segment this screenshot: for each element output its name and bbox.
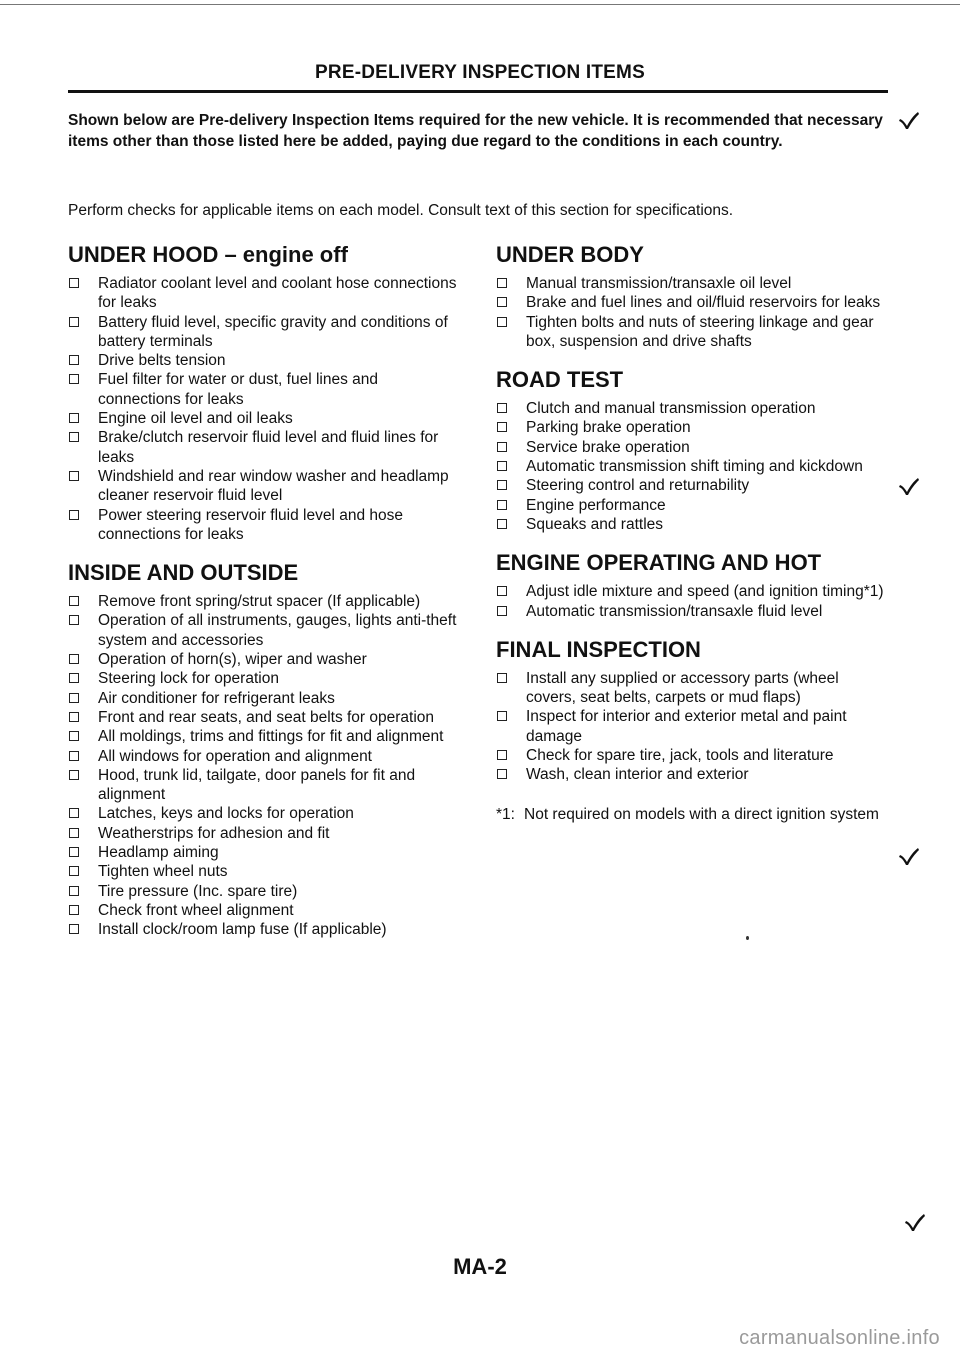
empty-checkbox-icon xyxy=(497,500,507,510)
page-number: MA-2 xyxy=(453,1254,507,1279)
checklist-item xyxy=(496,418,886,437)
footnote-mark: *1: xyxy=(496,805,515,823)
footnote xyxy=(496,805,886,824)
checklist-item xyxy=(496,669,886,708)
checklist-item-text: All moldings, trims and fittings for fit and alignment xyxy=(98,728,444,746)
empty-checkbox-icon xyxy=(69,924,79,934)
checklist-item-text: Manual transmission/transaxle oil level xyxy=(526,275,792,292)
checklist xyxy=(496,582,886,621)
empty-checkbox-icon xyxy=(69,413,79,423)
checklist-item-text: Weatherstrips for adhesion and fit xyxy=(98,824,330,842)
checklist-item-text: Parking brake operation xyxy=(526,419,691,437)
empty-checkbox-icon xyxy=(69,432,79,442)
checklist-item-text: All windows for operation and alignment xyxy=(98,747,372,765)
empty-checkbox-icon xyxy=(69,866,79,876)
empty-checkbox-icon xyxy=(497,297,507,307)
empty-checkbox-icon xyxy=(69,751,79,761)
checklist-item xyxy=(496,707,886,746)
checklist-item-text: Operation of horn(s), wiper and washer xyxy=(98,651,367,669)
empty-checkbox-icon xyxy=(69,712,79,722)
empty-checkbox-icon xyxy=(69,596,79,606)
checklist-item xyxy=(68,766,458,805)
checklist-item-text: Engine oil level and oil leaks xyxy=(98,410,293,428)
empty-checkbox-icon xyxy=(69,615,79,625)
title-underline xyxy=(68,90,888,93)
empty-checkbox-icon xyxy=(69,471,79,481)
checklist-section xyxy=(68,240,458,544)
empty-checkbox-icon xyxy=(69,847,79,857)
section-heading: ENGINE OPERATING AND HOT xyxy=(496,550,822,576)
checklist-item xyxy=(496,399,886,418)
top-page-rule xyxy=(0,4,960,5)
checklist-item-text: Drive belts tension xyxy=(98,352,226,370)
checklist xyxy=(496,274,886,351)
checklist-item-text: Clutch and manual transmission operation xyxy=(526,400,816,418)
checklist-item xyxy=(496,765,886,784)
empty-checkbox-icon xyxy=(69,828,79,838)
checklist-item xyxy=(496,515,886,534)
checklist-item-text: Tighten bolts and nuts of steering linkage and gear box, suspension and drive shafts xyxy=(526,313,874,350)
checklist-item xyxy=(68,409,458,428)
page-title: PRE-DELIVERY INSPECTION ITEMS xyxy=(315,62,645,83)
checklist-item-text: Latches, keys and locks for operation xyxy=(98,805,354,823)
checklist-item-text: Tighten wheel nuts xyxy=(98,863,228,881)
empty-checkbox-icon xyxy=(497,673,507,683)
section-heading: UNDER HOOD – engine off xyxy=(68,242,348,267)
checklist-item-text: Brake/clutch reservoir fluid level and fluid lines for leaks xyxy=(98,429,439,466)
empty-checkbox-icon xyxy=(69,278,79,288)
checklist-section xyxy=(496,635,886,785)
checklist-item xyxy=(68,428,458,467)
intro-paragraph: Shown below are Pre-delivery Inspection Items required for the new vehicle. It is recommended that necessary items other than those listed here be added, paying due regard to the conditions in each country. xyxy=(68,112,883,150)
checklist-item-text: Steering control and returnability xyxy=(526,477,750,495)
empty-checkbox-icon xyxy=(497,442,507,452)
checklist-item-text: Remove front spring/strut spacer (If applicable) xyxy=(98,593,421,611)
checklist-item xyxy=(68,506,458,545)
empty-checkbox-icon xyxy=(497,606,507,616)
checklist-item-text: Windshield and rear window washer and headlamp cleaner reservoir fluid level xyxy=(98,467,449,505)
revision-check-mark-icon xyxy=(898,476,920,496)
checklist-item xyxy=(68,920,458,939)
checklist-section xyxy=(496,365,886,534)
checklist-item-text: Radiator coolant level and coolant hose connections for leaks xyxy=(98,275,457,312)
empty-checkbox-icon xyxy=(69,317,79,327)
checklist-item xyxy=(68,274,458,313)
checklist-item xyxy=(68,804,458,823)
empty-checkbox-icon xyxy=(497,422,507,432)
empty-checkbox-icon xyxy=(69,510,79,520)
checklist-item xyxy=(496,582,886,601)
empty-checkbox-icon xyxy=(497,317,507,327)
checklist-item xyxy=(68,843,458,862)
checklist-item xyxy=(68,882,458,901)
empty-checkbox-icon xyxy=(497,461,507,471)
checklist-item xyxy=(68,862,458,881)
checklist xyxy=(496,669,886,785)
checklist-item-text: Check front wheel alignment xyxy=(98,901,294,919)
empty-checkbox-icon xyxy=(497,586,507,596)
checklist-item-text: Automatic transmission/transaxle fluid level xyxy=(526,602,823,620)
empty-checkbox-icon xyxy=(69,905,79,915)
checklist-item-text: Squeaks and rattles xyxy=(526,515,664,533)
checklist-item xyxy=(68,611,458,650)
checklist-item-text: Front and rear seats, and seat belts for operation xyxy=(98,708,435,726)
checklist-item xyxy=(68,592,458,611)
checklist-item-text: Check for spare tire, jack, tools and literature xyxy=(526,747,834,765)
empty-checkbox-icon xyxy=(497,769,507,779)
checklist-item-text: Air conditioner for refrigerant leaks xyxy=(98,689,335,707)
empty-checkbox-icon xyxy=(69,770,79,780)
empty-checkbox-icon xyxy=(497,403,507,413)
checklist-item-text: Operation of all instruments, gauges, lights anti-theft system and accessories xyxy=(98,612,457,649)
checklist xyxy=(496,399,886,534)
empty-checkbox-icon xyxy=(497,750,507,760)
revision-check-mark-icon xyxy=(898,110,920,130)
checklist-item-text: Inspect for interior and exterior metal and paint damage xyxy=(526,708,847,745)
checklist-item-text: Fuel filter for water or dust, fuel lines and connections for leaks xyxy=(98,371,378,408)
footnote-text: Not required on models with a direct ignition system xyxy=(524,805,879,823)
checklist-item-text: Wash, clean interior and exterior xyxy=(526,766,749,784)
empty-checkbox-icon xyxy=(497,278,507,288)
checklist-item-text: Automatic transmission shift timing and kickdown xyxy=(526,458,863,476)
checklist-item-text: Service brake operation xyxy=(526,438,690,456)
checklist-item-text: Install any supplied or accessory parts (wheel covers, seat belts, carpets or mud flaps) xyxy=(526,669,839,707)
empty-checkbox-icon xyxy=(69,355,79,365)
checklist-item xyxy=(68,650,458,669)
section-heading: FINAL INSPECTION xyxy=(496,636,701,662)
checklist-item-text: Tire pressure (Inc. spare tire) xyxy=(98,882,298,900)
perform-paragraph: Perform checks for applicable items on each model. Consult text of this section for specifications. xyxy=(68,202,734,219)
checklist-item xyxy=(68,467,458,506)
print-speck xyxy=(746,936,749,940)
empty-checkbox-icon xyxy=(69,731,79,741)
checklist-item-text: Brake and fuel lines and oil/fluid reservoirs for leaks xyxy=(526,294,881,312)
checklist xyxy=(68,274,458,544)
empty-checkbox-icon xyxy=(69,374,79,384)
empty-checkbox-icon xyxy=(497,711,507,721)
empty-checkbox-icon xyxy=(69,808,79,818)
checklist-item-text: Adjust idle mixture and speed (and ignition timing*1) xyxy=(526,583,884,601)
checklist-item xyxy=(68,313,458,352)
checklist-item xyxy=(496,313,886,352)
watermark: carmanualsonline.info xyxy=(739,1327,940,1349)
checklist-item xyxy=(496,293,886,312)
checklist-item-text: Headlamp aiming xyxy=(98,844,219,862)
empty-checkbox-icon xyxy=(69,673,79,683)
checklist-item xyxy=(496,746,886,765)
checklist-section xyxy=(496,240,886,351)
section-heading: INSIDE AND OUTSIDE xyxy=(68,560,299,586)
checklist-item xyxy=(496,274,886,293)
revision-check-mark-icon xyxy=(898,846,920,866)
checklist-item xyxy=(68,689,458,708)
checklist-item xyxy=(68,824,458,843)
empty-checkbox-icon xyxy=(69,654,79,664)
checklist-item-text: Engine performance xyxy=(526,496,666,514)
checklist-item-text: Battery fluid level, specific gravity and conditions of battery terminals xyxy=(98,313,448,350)
checklist-item-text: Hood, trunk lid, tailgate, door panels for fit and alignment xyxy=(98,766,416,804)
checklist-item xyxy=(496,476,886,495)
empty-checkbox-icon xyxy=(69,886,79,896)
checklist-section xyxy=(496,548,886,621)
checklist-item xyxy=(496,438,886,457)
checklist-item xyxy=(68,747,458,766)
checklist-item xyxy=(68,370,458,409)
right-column xyxy=(496,240,886,824)
checklist-section xyxy=(68,558,458,939)
left-column xyxy=(68,240,458,954)
empty-checkbox-icon xyxy=(497,519,507,529)
checklist-item-text: Steering lock for operation xyxy=(98,670,279,688)
checklist-item xyxy=(68,669,458,688)
revision-check-mark-icon xyxy=(904,1212,926,1232)
checklist xyxy=(68,592,458,939)
empty-checkbox-icon xyxy=(69,693,79,703)
section-heading: ROAD TEST xyxy=(496,367,624,393)
checklist-item xyxy=(68,901,458,920)
checklist-item xyxy=(496,457,886,476)
section-heading: UNDER BODY xyxy=(496,242,644,267)
checklist-item xyxy=(496,602,886,621)
checklist-item xyxy=(68,708,458,727)
empty-checkbox-icon xyxy=(497,480,507,490)
checklist-item xyxy=(68,351,458,370)
checklist-item-text: Install clock/room lamp fuse (If applicable) xyxy=(98,921,387,939)
checklist-item-text: Power steering reservoir fluid level and hose connections for leaks xyxy=(98,506,403,543)
checklist-item xyxy=(68,727,458,746)
checklist-item xyxy=(496,496,886,515)
